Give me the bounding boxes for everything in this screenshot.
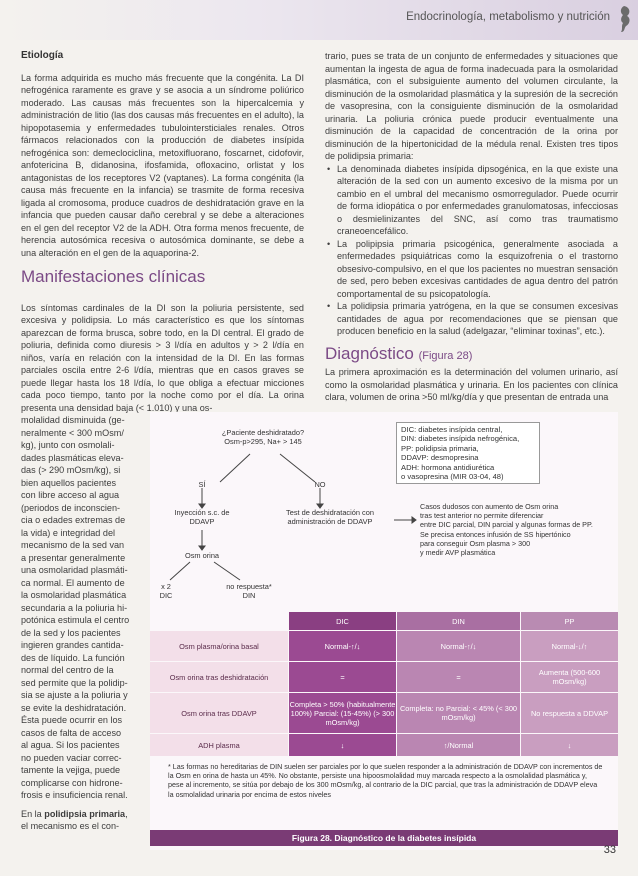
header-title: Endocrinología, metabolismo y nutrición [406,11,610,23]
no-respuesta-node: no respuesta* DIN [226,582,272,600]
question-node: ¿Paciente deshidratado? Osm-p>295, Na+ > 145 [221,428,305,446]
page-number: 33 [603,844,616,856]
left-narrow-column [21,414,147,833]
table-corner [150,612,288,630]
answer-si: SÍ [198,480,206,489]
text-line: casos de falta de acceso [21,727,122,738]
text-line: no pueden vaciar correc- [21,752,122,763]
text-line: secundaria a la poliuria hi- [21,602,128,613]
right-text-1: trario, pues se trata de un conjunto de enfermedades y situaciones que aumentan la ingesta de agua de forma inadecuada para la osmolaridad plasmática, con el subsiguiente aumento del volumen circulante, la disminución de la osmolaridad plasmática y la supresión de la secreción de vasopresina, con la consiguiente disminución de la osmolaridad urinaria. La poliuria crónica puede producir eventualmente una disminución de la capacidad de concentración de la orina por disminución de la hipertonicidad de la médula renal. Existen tres tipos de polidipsia primaria: [325,51,618,161]
diagnostico-text: La primera aproximación es la determinación del volumen urinario, así como la osmolaridad plasmática y urinaria. En los pacientes con clínica clara, volumen de orina >50 ml/kg/día y que presentan de entrada una [325,367,618,402]
diagnostico-fig-ref: (Figura 28) [418,349,473,362]
table-row-label: Osm orina tras DDAVP [150,693,288,733]
table-cell: Completa > 50% (habitualmente 100%) Parcial: (15-45%) (> 300 mOsm/kg) [289,693,396,733]
text-line: ingieren grandes cantida- [21,640,124,650]
diagnostico-heading: Diagnóstico (Figura 28) [325,343,473,363]
figure-footnote: * Las formas no hereditarias de DIN suelen ser parciales por lo que suelen responder a la administración de DDAVP con incrementos de la Osm en orina de hasta un 45%. No obstante, persiste una hipoosmolalidad muy marcada respecto a la osmolalidad plasmática y, pese al incremento, se sitúa por debajo de los 300 mOsm/kg, al contrario de la DIC parcial, que tras la administración de DDAVP eleva la osmolalidad urinaria por encima de estos niveles [168,762,603,799]
text-line: de la sed y los pacientes [21,627,121,638]
text-line: la osmolaridad plasmática [21,590,127,600]
table-cell: Normal-↑/↓ [289,631,396,661]
etiologia-text: La forma adquirida es mucho más frecuente que la congénita. La DI nefrogénica raramente es grave y se asocia a un síndrome poliúrico moderado. Las causas más frecuentes son la hipercalcemia y administración de litio (las dos causas más frecuentes en el adulto), la hipopotasemia y enfermedades tubulointersticiales renales. Otros fármacos relacionados con la producción de diabetes insípida nefrogénica son: demeclociclina, metoxifluorano, foscarnet, cidofovir, anfotericina B, didanosina, ifosfamida, ofloxacino, orlistat y los antagonistas de los receptores V2 (vaptanes). La forma congénita (la causa más frecuente en la infancia) se trasmite de forma recesiva ligada al cromosoma, produce cuadros de deshidratación grave en la infancia que pueden causar daño cerebral y se debe a alteraciones en el gen del receptor V2 de la ADH. Otra forma menos frecuente, de herencia autosómica recesiva o autosómica dominante, se debe a una alteración en el gen de la aquaporina-2. [21,72,304,258]
text-line: neralmente < 300 mOsm/ [21,427,124,438]
table-cell: Aumenta (500-600 mOsm/kg) [521,662,618,692]
text-line: complicarse con hidrone- [21,777,123,788]
legend-line: DDAVP: desmopresina [401,453,479,463]
text-line: cia o edades extremas de [21,515,126,525]
table-header-dic: DIC [289,612,396,630]
table-header-din: DIN [397,612,520,630]
text-line: des de líquido. La función [21,652,125,663]
abbreviations-legend [396,422,540,484]
answer-no: NO [314,480,326,489]
manifestaciones-text: Los síntomas cardinales de la DI son la poliuria persistente, sed excesiva y polidipsia. Lo más característico es que los síntomas aparezcan de forma brusca, sobre todo, en la DI central. El grado de poliuria, definida como diuresis > 3 l/día en adultos y > 2 l/día en niños, varía en relación con la intensidad de la DI. En las formas parciales oscila entre 2-6 l/día, mientras que en casos graves se puede llegar hasta los 18 l/día, lo que obliga a efectuar micciones cada poco tiempo, tanto por la noche como por el día. La orina presenta una densidad baja (< 1.010) y una os- [21,302,304,413]
table-cell: Normal-↓/↑ [521,631,618,661]
legend-line: DIN: diabetes insípida nefrogénica, [401,434,520,444]
legend-line: PP: polidipsia primaria, [401,443,479,453]
note-line: entre DIC parcial, DIN parcial y algunas formas de PP. [420,520,593,530]
bullet-1: • La denominada diabetes insípida dipsogénica, en la que existe una alteración de la sed con un aumento excesivo de la misma por un cambio en el umbral del mecanismo osmorregulador. Puede ocurrir de forma idiopática o por enfermedades granulomatosas, infecciosas o desmielinizantes del SNC, así como tras traumatismo craneoencefálico. [325,163,618,238]
text-line: Ésta puede ocurrir en los [21,715,123,725]
figure-caption: Figura 28. Diagnóstico de la diabetes insípida [150,830,618,846]
note-line: tras test anterior no permite diferenciar [420,511,544,521]
text-line: mecanismo de la sed van [21,540,125,550]
text-line: ca normal. El aumento de [21,577,125,588]
table-row-label: Osm plasma/orina basal [150,631,288,661]
table-cell: ↑/Normal [397,734,520,756]
text-line: tamente la vejiga, puede [21,765,121,775]
seahorse-logo-icon [612,4,634,34]
text-line: la vida) e integridad del [21,527,116,538]
table-cell: Completa: no Parcial: < 45% (< 300 mOsm/kg) [397,693,520,733]
bullet-2: • La polipipsia primaria psicogénica, generalmente asociada a enfermedades psiquiátricas como la esquizofrenia o el trastorno obsesivo-compulsivo, en el que los pacientes no muestran sensación de sed, pero beben excesivas cantidades de agua dentro del patrón comportamental de su psicopatología. [325,238,618,301]
text-line: a presentar generalmente [21,552,126,563]
text-line: se evite la deshidratación. [21,702,127,713]
text-line: (periodos de inconscien- [21,502,121,513]
table-cell: ↓ [289,734,396,756]
right-column [325,50,618,404]
polidipsia-bold: polidipsia primaria [44,808,126,819]
table-cell: = [289,662,396,692]
manifestaciones-heading: Manifestaciones clínicas [21,267,206,286]
etiologia-heading: Etiología [21,50,64,61]
text-line: dades plasmáticas eleva- [21,452,124,463]
table-cell: ↓ [521,734,618,756]
text-line: sia se ajuste a la poliuria y [21,690,128,700]
left-column [21,50,304,414]
bullet-3: • La polidipsia primaria yatrógena, en la que se consumen excesivas cantidades de agua por recomendaciones que se piensan que producen beneficio en la salud (adelgazar, “eliminar toxinas”, etc.). [325,300,618,338]
legend-line: ADH: hormona antidiurética [401,462,495,472]
table-cell: No respuesta a DDVAP [521,693,618,733]
text-line: das (> 290 mOsm/kg), si [21,465,121,475]
text-line: sed permite que la polidip- [21,677,128,688]
table-row-label: ADH plasma [150,734,288,756]
table-cell: Normal-↑/↓ [397,631,520,661]
note-line: Casos dudosos con aumento de Osm orina [420,502,559,511]
test-node: Test de deshidratación con administración de DDAVP [286,508,374,526]
dudosos-note [420,502,616,557]
legend-line: o vasopresina (MIR 03-04, 48) [401,472,504,482]
note-line: para conseguir Osm plasma > 300 [420,538,531,548]
table-header-pp: PP [521,612,618,630]
legend-line: DIC: diabetes insípida central, [401,425,503,434]
text-line: potónica estimula el centro [21,615,130,625]
polidipsia-line: En la polidipsia primaria, [21,808,128,819]
inyeccion-node: Inyección s.c. de DDAVP [174,508,230,526]
text-line: bien aquellos pacientes [21,477,117,488]
table-cell: = [397,662,520,692]
text-line: normal del centro de la [21,665,114,675]
text-line: con libre acceso al agua [21,490,120,500]
last-line: el mecanismo es el con- [21,821,120,831]
figure-28 [150,412,618,850]
note-line: y medir AVP plasmática [420,548,496,558]
note-line: Se precisa entonces infusión de SS hipertónico [420,529,571,539]
x2-node: x 2 DIC [159,582,173,600]
text-line: al agua. Si los pacientes [21,740,120,750]
table-row-label: Osm orina tras deshidratación [150,662,288,692]
osm-orina-node: Osm orina [184,551,220,560]
text-line: kg), junto con osmolali- [21,440,115,450]
text-line: frosis e insuficiencia renal. [21,790,128,800]
text-line: una osmolaridad plasmáti- [21,565,128,575]
text-line: molalidad disminuida (ge- [21,415,125,425]
